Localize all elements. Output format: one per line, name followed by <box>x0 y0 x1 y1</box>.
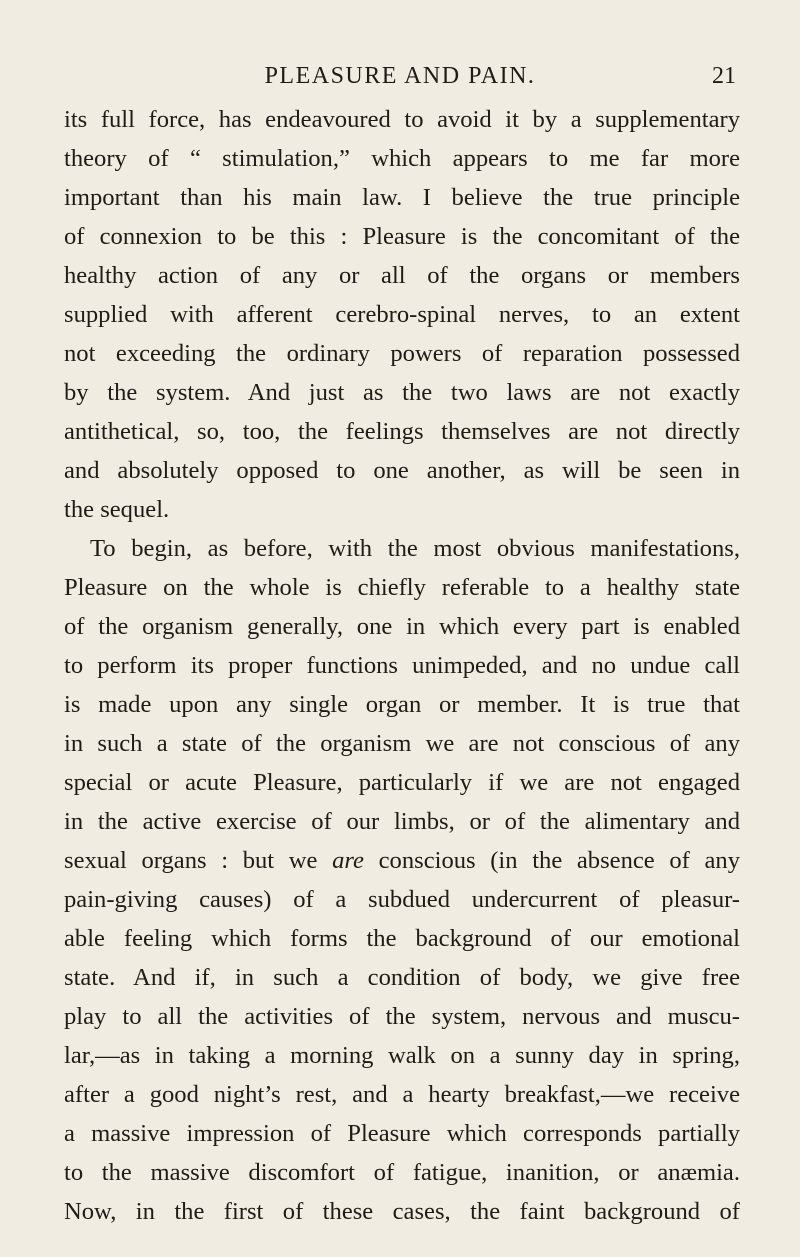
text-line: Pleasure on the whole is chiefly referable to a healthy state <box>64 574 740 601</box>
text-line: to the massive discomfort of fatigue, inanition, or anæmia. <box>64 1159 740 1186</box>
text-line: antithetical, so, too, the feelings themselves are not directly <box>64 418 740 445</box>
text-line: play to all the activities of the system, nervous and muscu- <box>64 1003 740 1030</box>
text-line: able feeling which forms the background of our emotional <box>64 925 740 952</box>
running-head <box>64 56 736 96</box>
text-segment: sexual organs : but we <box>64 847 318 874</box>
paragraph-end-line: the sequel. <box>64 496 170 523</box>
text-line: in such a state of the organism we are not conscious of any <box>64 730 740 757</box>
text-line: state. And if, in such a condition of body, we give free <box>64 964 740 991</box>
text-line: by the system. And just as the two laws are not exactly <box>64 379 740 406</box>
text-segment: conscious (in the absence of any <box>378 847 740 874</box>
text-line: special or acute Pleasure, particularly if we are not engaged <box>64 769 740 796</box>
body-text <box>64 100 740 1231</box>
text-line: its full force, has endeavoured to avoid it by a supplementary <box>64 106 740 133</box>
text-line: to perform its proper functions unimpeded, and no undue call <box>64 652 740 679</box>
text-line: not exceeding the ordinary powers of reparation possessed <box>64 340 740 367</box>
running-title: PLEASURE AND PAIN. <box>264 63 536 89</box>
text-line: of connexion to be this : Pleasure is the concomitant of the <box>64 223 740 250</box>
emphasized-word: are <box>332 847 364 874</box>
paragraph-start-line: To begin, as before, with the most obvious manifestations, <box>90 535 740 562</box>
text-line: supplied with afferent cerebro-spinal nerves, to an extent <box>64 301 740 328</box>
text-line: after a good night’s rest, and a hearty breakfast,—we receive <box>64 1081 740 1108</box>
text-line: is made upon any single organ or member. It is true that <box>64 691 740 718</box>
text-line: Now, in the first of these cases, the faint background of <box>64 1198 740 1225</box>
text-line: and absolutely opposed to one another, as will be seen in <box>64 457 740 484</box>
page-number: 21 <box>712 63 736 89</box>
text-line: lar,—as in taking a morning walk on a sunny day in spring, <box>64 1042 740 1069</box>
text-line-with-emphasis <box>64 841 740 880</box>
text-line: pain-giving causes) of a subdued undercurrent of pleasur- <box>64 886 740 913</box>
text-line: of the organism generally, one in which every part is enabled <box>64 613 740 640</box>
text-line: theory of “ stimulation,” which appears to me far more <box>64 145 740 172</box>
text-line: a massive impression of Pleasure which corresponds partially <box>64 1120 740 1147</box>
text-line: in the active exercise of our limbs, or of the alimentary and <box>64 808 740 835</box>
text-line: important than his main law. I believe the true principle <box>64 184 740 211</box>
text-line: healthy action of any or all of the organs or members <box>64 262 740 289</box>
